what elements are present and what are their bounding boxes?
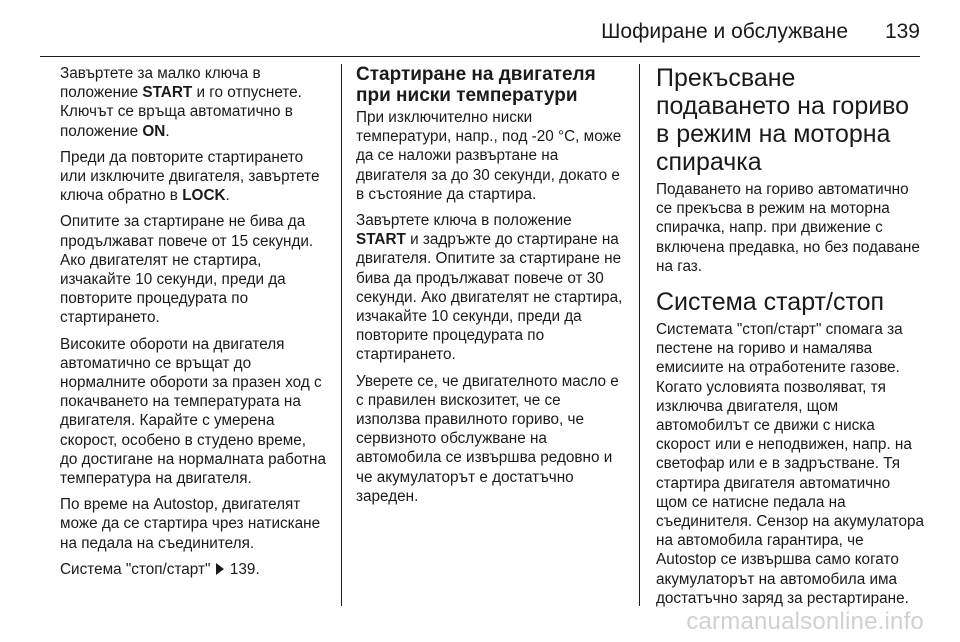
paragraph-hold-start <box>356 211 624 365</box>
paragraph-start-key <box>60 64 326 141</box>
key-position-lock: LOCK <box>182 187 226 205</box>
text-run: . <box>165 122 170 140</box>
paragraph-autostop: По време на Autostop, двигателят може да се стартира чрез натискане на педала на съединителя. <box>60 496 321 552</box>
column-left <box>60 64 326 586</box>
paragraph-fuel-cutoff: Подаването на гориво автоматично се прекъсва в режим на моторна спирачка, напр. при движение с включена предавка, но без подаване на газ. <box>656 181 920 275</box>
page-header <box>0 0 960 56</box>
text-run: и задръжте до стартиране на двигателя. Опитите за стартиране не бива да продължават повече от 30 секунди. Ако двигателят не стартира, изчакайте 10 секунди, преди да повторите процедурата по стартирането. <box>356 231 623 364</box>
paragraph-idle-speed: Високите обороти на двигателя автоматично се връщат до нормалните обороти за празен ход с покачването на температурата на двигателя. Карайте с умерена скорост, особено в студено време, до достигане на нормалната работна температура на двигателя. <box>60 335 327 488</box>
text-run: Завъртете за малко ключа в положение <box>60 65 261 102</box>
watermark: carmanualsonline.info <box>686 608 924 635</box>
text-run: . <box>225 187 230 205</box>
key-position-start: START <box>142 84 193 102</box>
paragraph-lock <box>60 148 326 206</box>
arrow-right-icon <box>216 563 224 575</box>
page-number: 139 <box>884 20 920 43</box>
column-divider <box>639 64 640 606</box>
section-heading: Стартиране на двигателя при ниски температури <box>356 64 596 106</box>
header-divider <box>40 56 920 57</box>
text-run: Завъртете ключа в положение <box>356 212 572 230</box>
key-position-start: START <box>356 231 406 249</box>
paragraph-oil-battery: Уверете се, че двигателното масло е с правилен вискозитет, че се използва правилното гориво, че сервизното обслужване на автомобила се извършва редовно и че акумулаторът е достатъчно зареден. <box>356 372 619 505</box>
paragraph-low-temp: При изключително ниски температури, напр., под -20 °C, може да се наложи развъртане на двигателя за до 30 секунди, докато е в състояние да стартира. <box>356 109 622 203</box>
column-middle <box>356 64 624 513</box>
text-run: Преди да повторите стартирането или изключите двигателя, завъртете ключа обратно в <box>60 148 320 205</box>
paragraph-reference <box>60 560 326 579</box>
paragraph-stop-start: Системата "стоп/старт" спомага за пестене на гориво и намалява емисиите на отработените газове. Когато условията позволяват, тя изключва двигателя, щом автомобилът се движи с ниска скорост или е неподвижен, напр. на светофар или е в задръстване. Тя стартира двигателя автоматично щом се натисне педала на съединителя. Сензор на акумулатора на автомобила гарантира, че Autostop се извършва само когато акумулаторът на автомобила има достатъчно заряд за рестартиране. <box>656 321 925 607</box>
column-right <box>656 64 924 615</box>
paragraph-start-attempts: Опитите за стартиране не бива да продължават повече от 15 секунди. Ако двигателят не стартира, изчакайте 10 секунди, преди да повторите процедурата по стартирането. <box>60 213 314 327</box>
running-title: Шофиране и обслужване <box>601 20 848 43</box>
section-heading-stop-start: Система старт/стоп <box>656 288 885 317</box>
key-position-on: ON <box>142 122 166 140</box>
text-run: и го отпуснете. Ключът се връща автоматично в положение <box>60 84 302 140</box>
text-run: Система "стоп/старт" <box>60 560 215 578</box>
text-run: . <box>255 560 260 578</box>
section-heading-fuel-cutoff: Прекъсване подаването на гориво в режим на моторна спирачка <box>656 64 910 176</box>
column-divider <box>341 64 342 606</box>
page-reference-link[interactable]: 139 <box>229 560 256 578</box>
